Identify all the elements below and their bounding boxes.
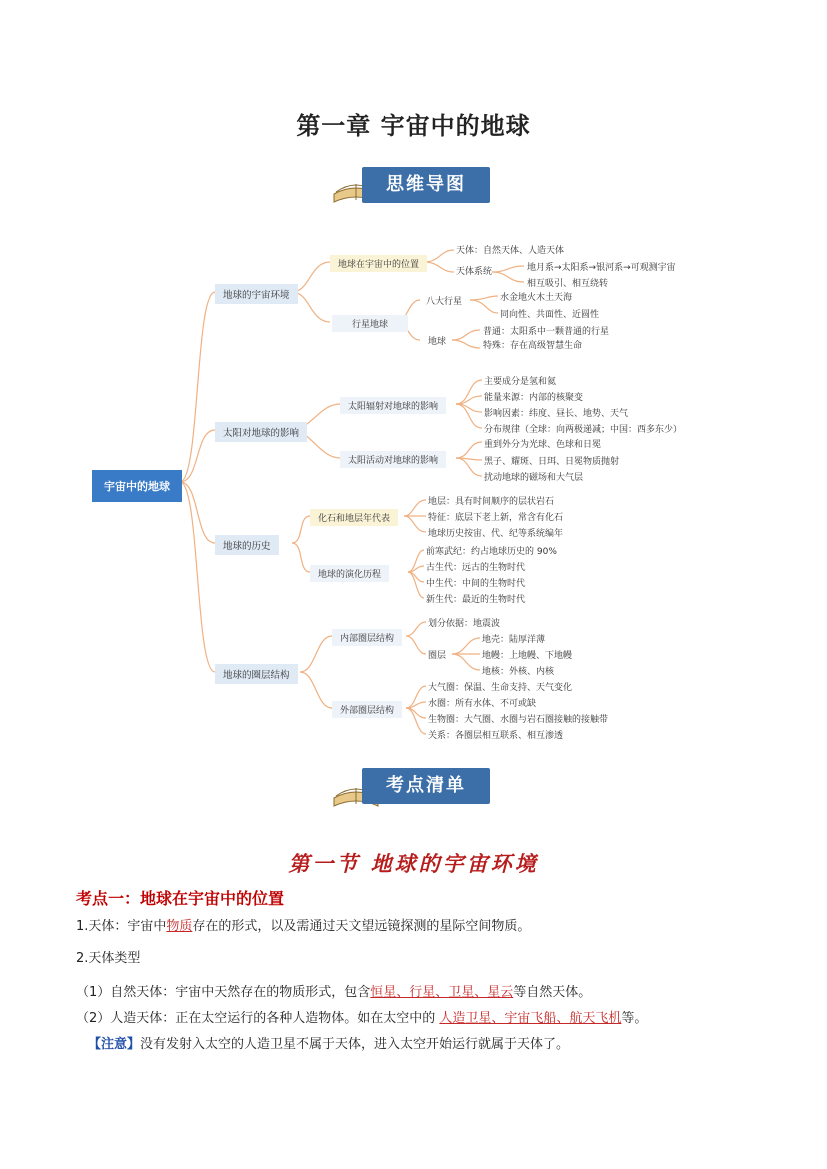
note: 【注意】没有发射入太空的人造卫星不属于天体，进入太空开始运行就属于天体了。 [88,1037,570,1052]
node-leaf: 新生代：最近的生物时代 [426,595,526,605]
node-leaf: 大气圈：保温、生命支持、天气变化 [428,683,573,693]
node-leaf: 关系：各圈层相互联系、相互渗透 [428,731,564,741]
node-leaf: 分布规律（全球：向两极递减；中国：西多东少） [484,425,683,435]
node-leaf: 中生代：中间的生物时代 [426,579,526,589]
key-point-heading: 考点一：地球在宇宙中的位置 [76,889,285,908]
branch-earth-layers: 地球的圈层结构 [215,664,298,684]
paragraph-natural: （1）自然天体：宇宙中天然存在的物质形式，包含恒星、行星、卫星、星云等自然天体。 [76,985,592,1000]
section-title: 第一节 地球的宇宙环境 [288,851,539,876]
node-leaf: 天体系统 [456,267,493,277]
node-evolution: 地球的演化历程 [310,565,389,582]
node-solar-activity: 太阳活动对地球的影响 [340,451,446,468]
node-leaf: 特殊：存在高级智慧生命 [483,341,583,351]
node-leaf: 能量来源：内部的核聚变 [484,393,584,403]
node-leaf: 地球历史按宙、代、纪等系统编年 [428,529,564,539]
node-leaf: 八大行星 [426,297,463,307]
node-leaf: 生物圈：大气圈、水圈与岩石圈接触的接触带 [428,715,609,725]
checklist-banner: 考点清单 [362,768,490,804]
paragraph-celestial-body: 1.天体：宇宙中物质存在的形式，以及需通过天文望远镜探测的星际空间物质。 [76,919,531,934]
mindmap-root: 宇宙中的地球 [92,470,182,502]
page-title: 第一章 宇宙中的地球 [296,111,531,140]
node-leaf: 水金地火木土天海 [500,293,573,303]
node-leaf: 地层：具有时间顺序的层状岩石 [428,497,555,507]
node-leaf: 影响因素：纬度、昼长、地势、天气 [484,409,629,419]
node-leaf: 地核：外核、内核 [482,667,555,677]
node-fossil-strata: 化石和地层年代表 [310,509,398,526]
node-inner-layers: 内部圈层结构 [332,629,402,646]
paragraph-artificial: （2）人造天体：正在太空运行的各种人造物体。如在太空中的 人造卫星、宇宙飞船、航天飞机等。 [76,1011,648,1026]
node-leaf: 主要成分是氢和氦 [484,377,557,387]
branch-cosmic-environment: 地球的宇宙环境 [215,284,298,304]
node-leaf: 古生代：远古的生物时代 [426,563,526,573]
node-leaf: 天体：自然天体、人造天体 [456,246,565,256]
node-solar-radiation: 太阳辐射对地球的影响 [340,397,446,414]
node-leaf: 普通：太阳系中一颗普通的行星 [483,327,610,337]
node-leaf: 地球 [428,337,447,347]
node-leaf: 划分依据：地震波 [428,619,501,629]
node-leaf: 黑子、耀斑、日珥、日冕物质抛射 [484,457,620,467]
node-outer-layers: 外部圈层结构 [332,701,402,718]
node-leaf: 地壳：陆厚洋薄 [482,635,546,645]
branch-earth-history: 地球的历史 [215,535,279,555]
node-planet-earth: 行星地球 [332,315,408,332]
mindmap-banner: 思维导图 [362,167,490,203]
node-leaf: 水圈：所有水体、不可或缺 [428,699,537,709]
node-leaf: 同向性、共面性、近圆性 [500,310,600,320]
node-leaf: 地月系→太阳系→银河系→可观测宇宙 [527,263,676,273]
branch-sun-influence: 太阳对地球的影响 [215,422,307,442]
node-position: 地球在宇宙中的位置 [330,255,427,272]
paragraph-types: 2.天体类型 [76,951,141,966]
node-leaf: 扰动地球的磁场和大气层 [484,473,584,483]
node-leaf: 重到外分为光球、色球和日冕 [484,440,602,450]
node-leaf: 前寒武纪：约占地球历史的 90% [426,547,557,557]
node-leaf: 特征：底层下老上新，常含有化石 [428,513,564,523]
node-leaf: 地幔：上地幔、下地幔 [482,651,573,661]
node-leaf: 相互吸引、相互绕转 [527,279,609,289]
node-leaf: 圈层 [428,651,447,661]
